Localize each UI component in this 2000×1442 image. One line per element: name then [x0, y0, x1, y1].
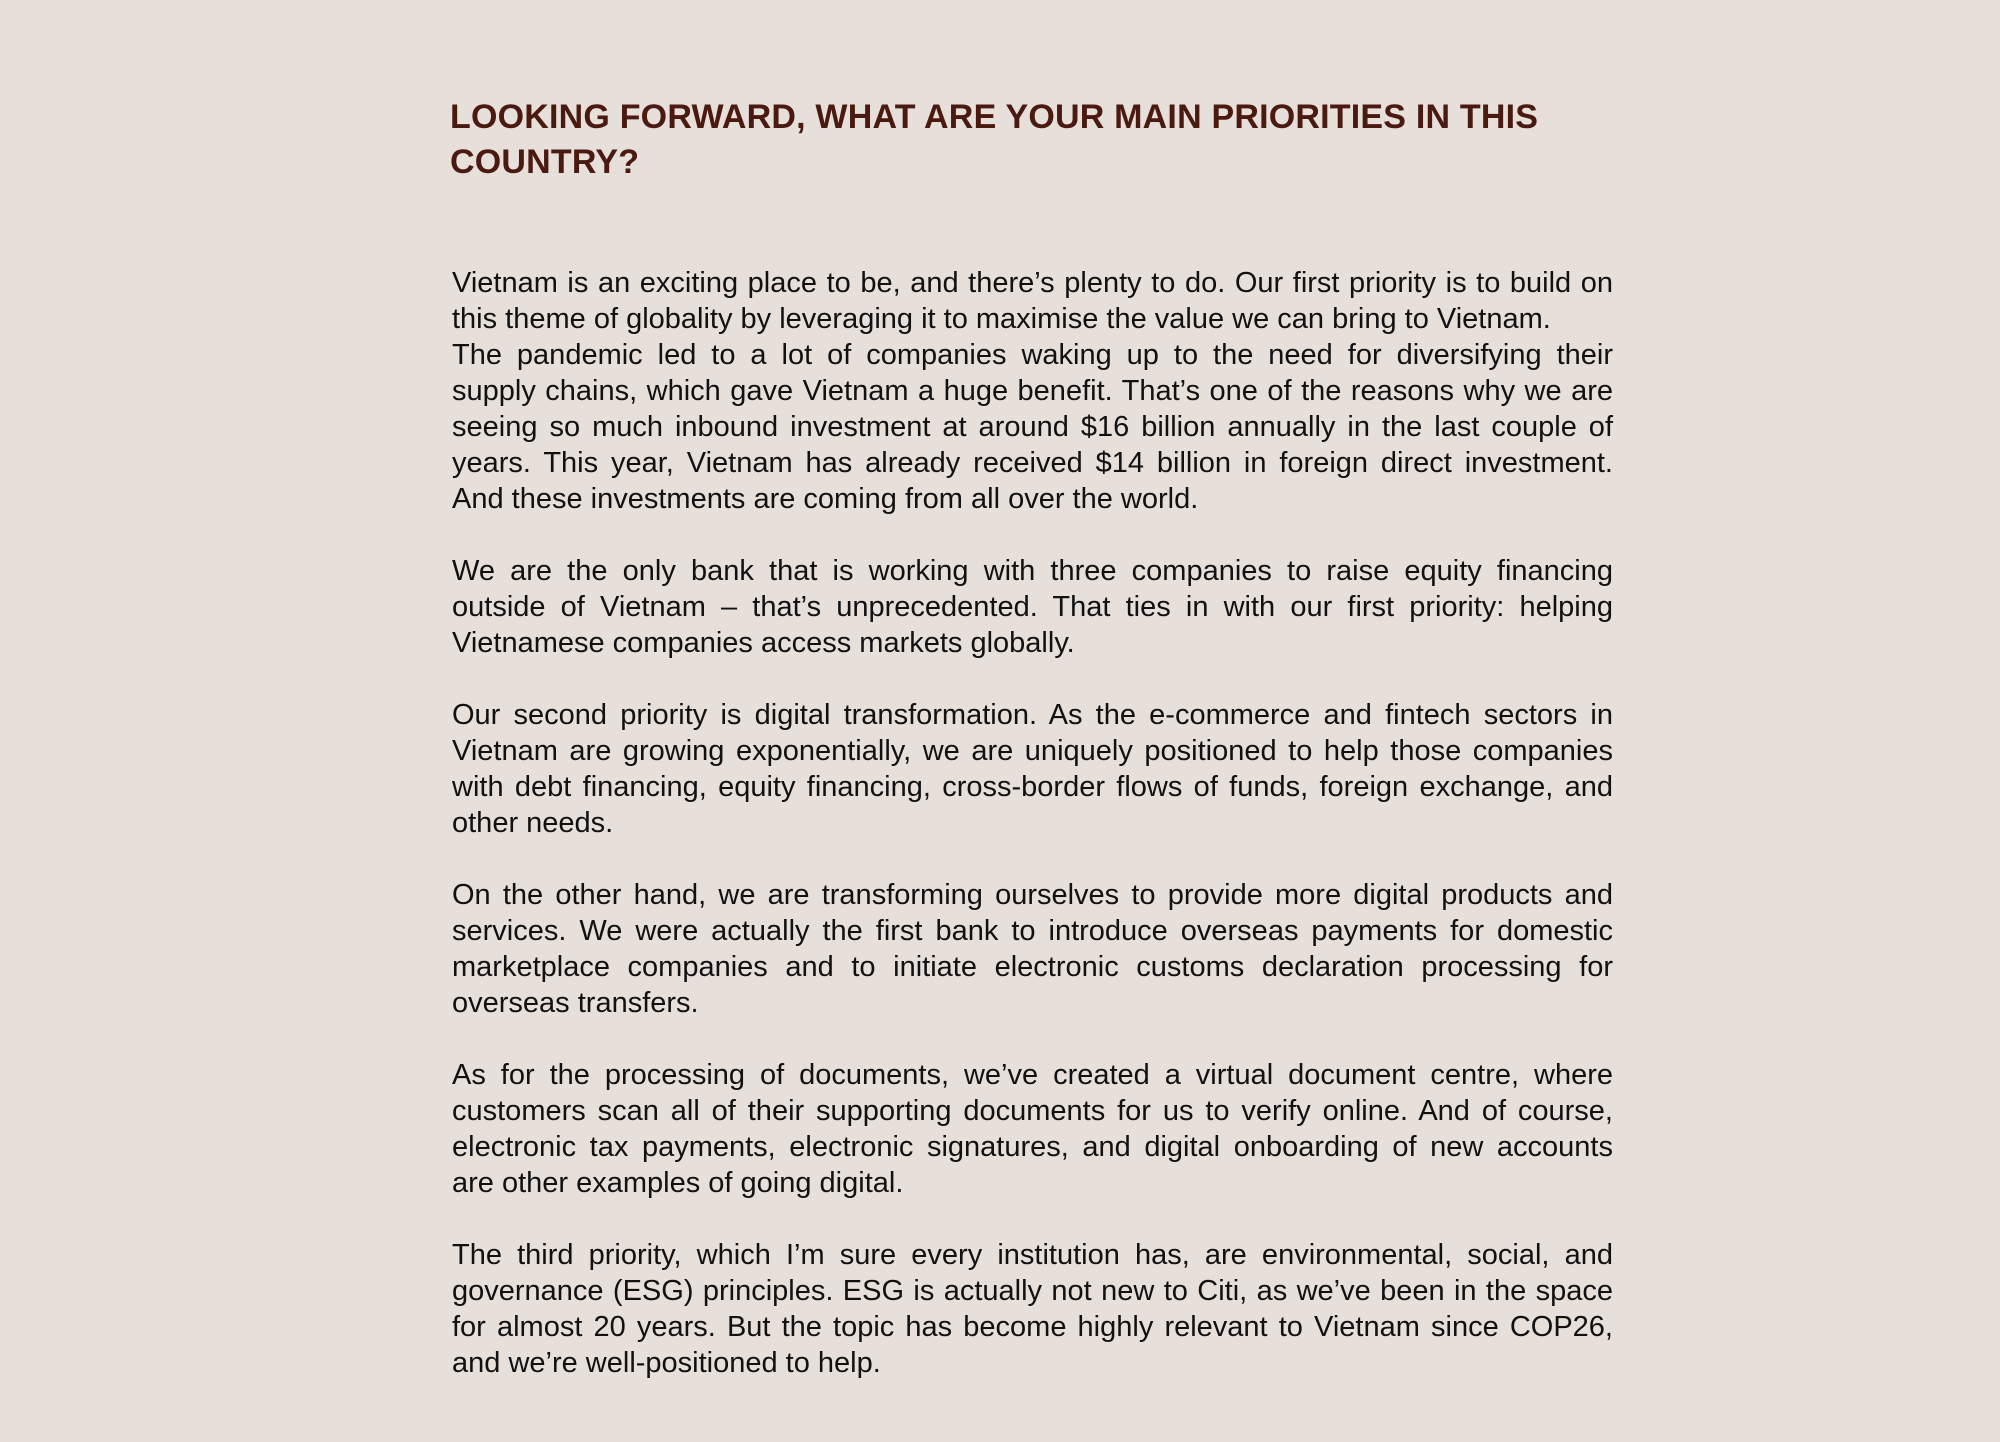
page-title-line: COUNTRY? [450, 143, 640, 181]
text-line: supply chains, which gave Vietnam a huge benefit. That’s one of the reasons why we are [452, 375, 1613, 407]
text-line: years. This year, Vietnam has already received $14 billion in foreign direct investment. [452, 447, 1613, 479]
paragraph-digital-transformation [452, 697, 1613, 841]
text-line: We are the only bank that is working with three companies to raise equity financing [452, 555, 1613, 587]
text-line: and we’re well-positioned to help. [452, 1347, 881, 1379]
text-line: services. We were actually the first bank to introduce overseas payments for domestic [452, 915, 1613, 947]
text-line: seeing so much inbound investment at around $16 billion annually in the last couple of [452, 411, 1613, 443]
text-line: The third priority, which I’m sure every institution has, are environmental, social, and [452, 1239, 1613, 1271]
paragraph-equity-financing [452, 553, 1613, 661]
text-line: As for the processing of documents, we’ve created a virtual document centre, where [452, 1059, 1613, 1091]
paragraph-first-priority [452, 265, 1613, 517]
text-line: marketplace companies and to initiate electronic customs declaration processing for [452, 951, 1613, 983]
text-line: outside of Vietnam – that’s unprecedented. That ties in with our first priority: helping [452, 591, 1613, 623]
text-line: Our second priority is digital transformation. As the e-commerce and fintech sectors in [452, 699, 1613, 731]
page-title [450, 95, 1613, 185]
article [450, 95, 1613, 1417]
article-body [450, 265, 1613, 1381]
paragraph-digital-products [452, 877, 1613, 1021]
paragraph-esg [452, 1237, 1613, 1381]
text-line: this theme of globality by leveraging it to maximise the value we can bring to Vietnam. [452, 303, 1551, 335]
text-line: for almost 20 years. But the topic has become highly relevant to Vietnam since COP26, [452, 1311, 1613, 1343]
text-line: electronic tax payments, electronic signatures, and digital onboarding of new accounts [452, 1131, 1613, 1163]
paragraph-document-processing [452, 1057, 1613, 1201]
text-line: On the other hand, we are transforming ourselves to provide more digital products and [452, 879, 1613, 911]
text-line: governance (ESG) principles. ESG is actually not new to Citi, as we’ve been in the space [452, 1275, 1613, 1307]
text-line: And these investments are coming from all over the world. [452, 483, 1199, 515]
page-title-line: LOOKING FORWARD, WHAT ARE YOUR MAIN PRIORITIES IN THIS [450, 98, 1539, 136]
text-line: other needs. [452, 807, 614, 839]
text-line: Vietnam is an exciting place to be, and there’s plenty to do. Our first priority is to build on [452, 267, 1613, 299]
text-line: Vietnamese companies access markets globally. [452, 627, 1075, 659]
text-line: with debt financing, equity financing, cross-border flows of funds, foreign exchange, and [452, 771, 1613, 803]
text-line: are other examples of going digital. [452, 1167, 904, 1199]
text-line: The pandemic led to a lot of companies waking up to the need for diversifying their [452, 339, 1613, 371]
text-line: Vietnam are growing exponentially, we are uniquely positioned to help those companies [452, 735, 1613, 767]
text-line: customers scan all of their supporting documents for us to verify online. And of course, [452, 1095, 1613, 1127]
text-line: overseas transfers. [452, 987, 699, 1019]
